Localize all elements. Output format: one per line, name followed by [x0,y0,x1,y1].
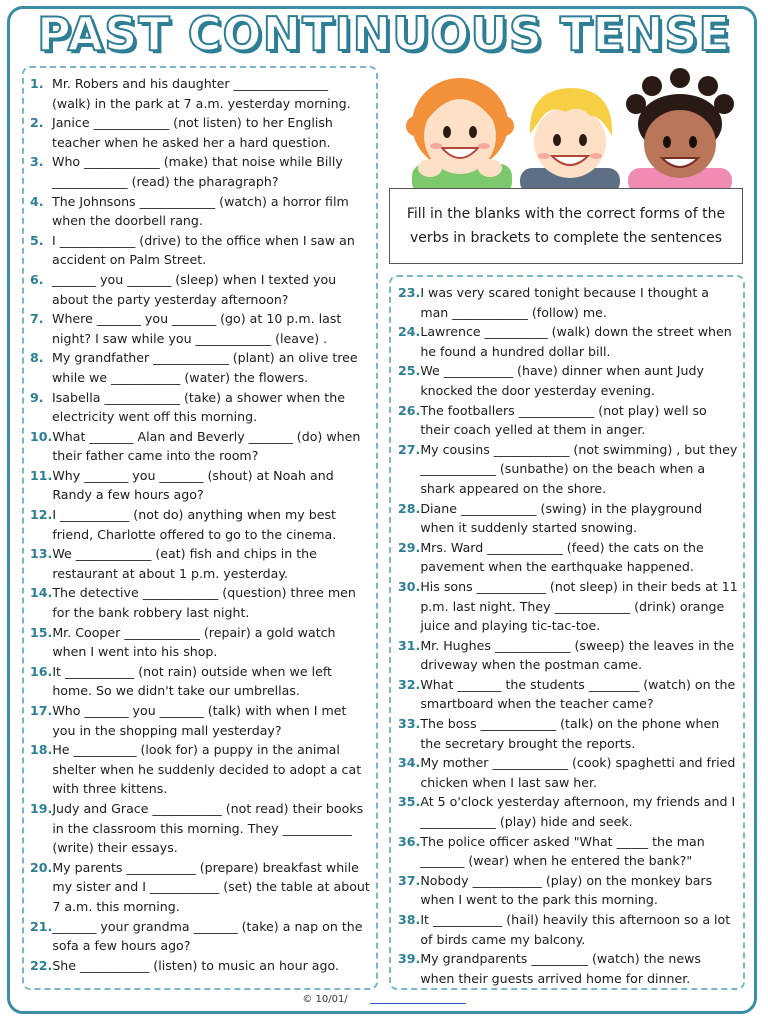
exercise-number: 30. [398,578,421,594]
exercise-number: 38. [398,912,421,927]
exercise-item [30,231,370,270]
exercise-item [398,832,738,871]
exercise-number: 22. [30,957,53,973]
exercise-item [398,675,738,714]
exercise-item [398,871,738,910]
exercise-item [30,858,370,917]
exercise-item [30,152,370,191]
exercise-item [30,917,370,956]
exercise-item [398,792,738,831]
right-exercise-list [398,283,738,988]
exercise-number: 9. [30,389,44,405]
exercise-number: 1. [30,76,44,91]
exercise-text: We ____________ (eat) fish and chips in the restaurant at about 1 p.m. yesterday. [52,546,317,581]
exercise-text: I ___________ (not do) anything when my best friend, Charlotte offered to go to the cinema. [52,507,337,542]
exercise-text: Mr. Robers and his daughter _______________ (walk) in the park at 7 a.m. yesterday morning. [52,76,351,111]
exercise-number: 21. [30,918,53,934]
footer-link-underline [370,1003,466,1004]
boy-blond-hair-figure [520,88,620,194]
exercise-item [30,583,370,622]
exercise-item [398,440,738,499]
exercise-text: The Johnsons ____________ (watch) a horror film when the doorbell rang. [52,193,349,229]
exercise-text: Where _______ you _______ (go) at 10 p.m. last night? I saw while you ____________ (leave) . [52,311,342,346]
exercise-item [398,401,738,440]
girl-orange-hair-figure [406,78,514,194]
exercise-number: 23. [398,285,421,300]
exercise-item [30,701,370,740]
exercise-number: 31. [398,637,421,653]
exercise-text: My cousins ____________ (not swimming) , but they ____________ (sunbathe) on the beach when a shark appeared on the shore. [420,441,738,496]
exercise-item [398,753,738,792]
exercise-item [30,799,370,858]
exercise-text: My mother ____________ (cook) spaghetti and fried chicken when I last saw her. [420,755,736,790]
exercise-item [398,714,738,753]
exercise-item [398,636,738,675]
exercise-item [398,361,738,400]
exercise-item [30,388,370,427]
exercise-text: His sons ___________ (not sleep) in their beds at 11 p.m. last night. They ____________ (drink) orange juice and playing tic-tac-toe. [420,578,738,634]
exercise-text: _______ you _______ (sleep) when I texted you about the party yesterday afternoon? [52,271,337,307]
exercise-number: 16. [30,663,53,679]
exercise-item [398,499,738,538]
exercise-item [398,577,738,636]
exercise-item [398,283,738,322]
exercise-text: The police officer asked "What _____ the man _______ (wear) when he entered the bank?" [420,833,705,869]
exercise-text: Who ____________ (make) that noise while Billy ____________ (read) the pharagraph? [52,154,343,189]
exercise-text: At 5 o'clock yesterday afternoon, my friends and I ____________ (play) hide and seek. [420,794,736,830]
exercise-number: 24. [398,324,421,340]
exercise-number: 14. [30,585,53,601]
exercise-item [30,956,370,976]
page-title: PAST CONTINUOUS TENSE [37,7,731,61]
exercise-item [30,505,370,544]
exercise-number: 36. [398,833,421,849]
exercise-text: Mrs. Ward ____________ (feed) the cats on the pavement when the earthquake happened. [420,539,704,575]
exercise-text: Janice ____________ (not listen) to her English teacher when he asked her a hard question. [52,115,333,150]
exercise-number: 5. [30,232,44,248]
exercise-text: Isabella ____________ (take) a shower when the electricity went off this morning. [52,389,345,425]
footer [0,994,768,1005]
exercise-text: My parents ___________ (prepare) breakfast while my sister and I ___________ (set) the table at about 7 a.m. this morning. [52,859,370,914]
instructions-box: Fill in the blanks with the correct forms of the verbs in brackets to complete the sentences [389,188,743,264]
exercise-number: 13. [30,546,53,562]
exercise-item [30,740,370,799]
exercise-item [398,538,738,577]
exercise-text: I ____________ (drive) to the office when I saw an accident on Palm Street. [52,232,355,268]
exercise-item [30,270,370,309]
left-exercise-list [30,74,370,975]
exercise-item [30,74,370,113]
exercise-text: Why _______ you _______ (shout) at Noah and Randy a few hours ago? [52,467,334,503]
exercise-item [398,910,738,949]
exercise-text: My grandfather ____________ (plant) an olive tree while we ___________ (water) the flowers. [52,350,358,385]
exercise-item [30,348,370,387]
girl-dark-hair-figure [626,68,734,194]
exercise-text: Mr. Cooper ____________ (repair) a gold watch when I went into his shop. [52,624,336,660]
exercise-text: Diane ____________ (swing) in the playground when it suddenly started snowing. [420,500,703,536]
exercise-text: I was very scared tonight because I thought a man ____________ (follow) me. [420,285,709,320]
exercise-item [30,466,370,505]
exercise-number: 39. [398,951,421,967]
exercise-number: 29. [398,539,421,555]
exercise-number: 2. [30,115,44,131]
exercise-number: 37. [398,872,421,888]
exercise-number: 27. [398,441,421,457]
exercise-number: 34. [398,755,421,771]
exercise-number: 25. [398,363,421,379]
exercise-text: Judy and Grace ___________ (not read) their books in the classroom this morning. They ___________ (write) their essays. [52,800,364,856]
exercise-number: 35. [398,794,421,810]
exercise-number: 28. [398,500,421,516]
exercise-item [30,544,370,583]
exercise-item [30,623,370,662]
exercise-text: Lawrence __________ (walk) down the street when he found a hundred dollar bill. [420,324,732,359]
exercise-number: 11. [30,467,53,483]
exercise-text: It ___________ (hail) heavily this afternoon so a lot of birds came my balcony. [420,912,731,947]
exercise-text: What _______ the students ________ (watch) on the smartboard when the teacher came? [420,676,736,712]
exercise-text: Mr. Hughes ____________ (sweep) the leaves in the driveway when the postman came. [420,637,735,673]
exercise-item [30,192,370,231]
exercise-text: Nobody ___________ (play) on the monkey bars when I went to the park this morning. [420,872,713,908]
footer-copyright: © 10/01/ [302,994,348,1005]
exercise-item [30,309,370,348]
exercise-text: He __________ (look for) a puppy in the animal shelter when he suddenly decided to adopt a cat with three kittens. [52,742,362,797]
exercise-number: 8. [30,350,44,366]
exercise-number: 19. [30,800,53,816]
exercise-item [398,949,738,988]
exercise-text: Who _______ you _______ (talk) with when I met you in the shopping mall yesterday? [52,703,347,738]
exercise-text: My grandparents _________ (watch) the news when their guests arrived home for dinner. [420,951,701,986]
exercise-text: The footballers ____________ (not play) well so their coach yelled at them in anger. [420,402,707,438]
exercise-number: 17. [30,703,53,718]
children-illustration [390,64,744,194]
exercise-number: 15. [30,624,53,640]
exercise-text: The detective ____________ (question) three men for the bank robbery last night. [52,585,356,621]
exercise-text: The boss ____________ (talk) on the phone when the secretary brought the reports. [420,716,720,751]
exercise-number: 26. [398,402,421,418]
exercise-number: 18. [30,742,53,758]
exercise-number: 32. [398,676,421,692]
exercise-number: 10. [30,428,53,444]
exercise-number: 3. [30,154,44,170]
exercise-number: 7. [30,311,44,327]
exercise-number: 33. [398,716,421,732]
exercise-item [30,427,370,466]
exercise-text: It ___________ (not rain) outside when we left home. So we didn't take our umbrellas. [52,663,332,699]
exercise-text: She ___________ (listen) to music an hour ago. [52,957,339,973]
exercise-text: We ___________ (have) dinner when aunt Judy knocked the door yesterday evening. [420,363,704,398]
exercise-item [30,113,370,152]
exercise-item [398,322,738,361]
exercise-number: 4. [30,193,44,209]
exercise-text: _______ your grandma _______ (take) a nap on the sofa a few hours ago? [52,918,363,954]
exercise-number: 12. [30,507,53,523]
exercise-item [30,662,370,701]
exercise-text: What _______ Alan and Beverly _______ (do) when their father came into the room? [52,428,361,464]
exercise-number: 20. [30,859,53,875]
exercise-number: 6. [30,271,44,287]
